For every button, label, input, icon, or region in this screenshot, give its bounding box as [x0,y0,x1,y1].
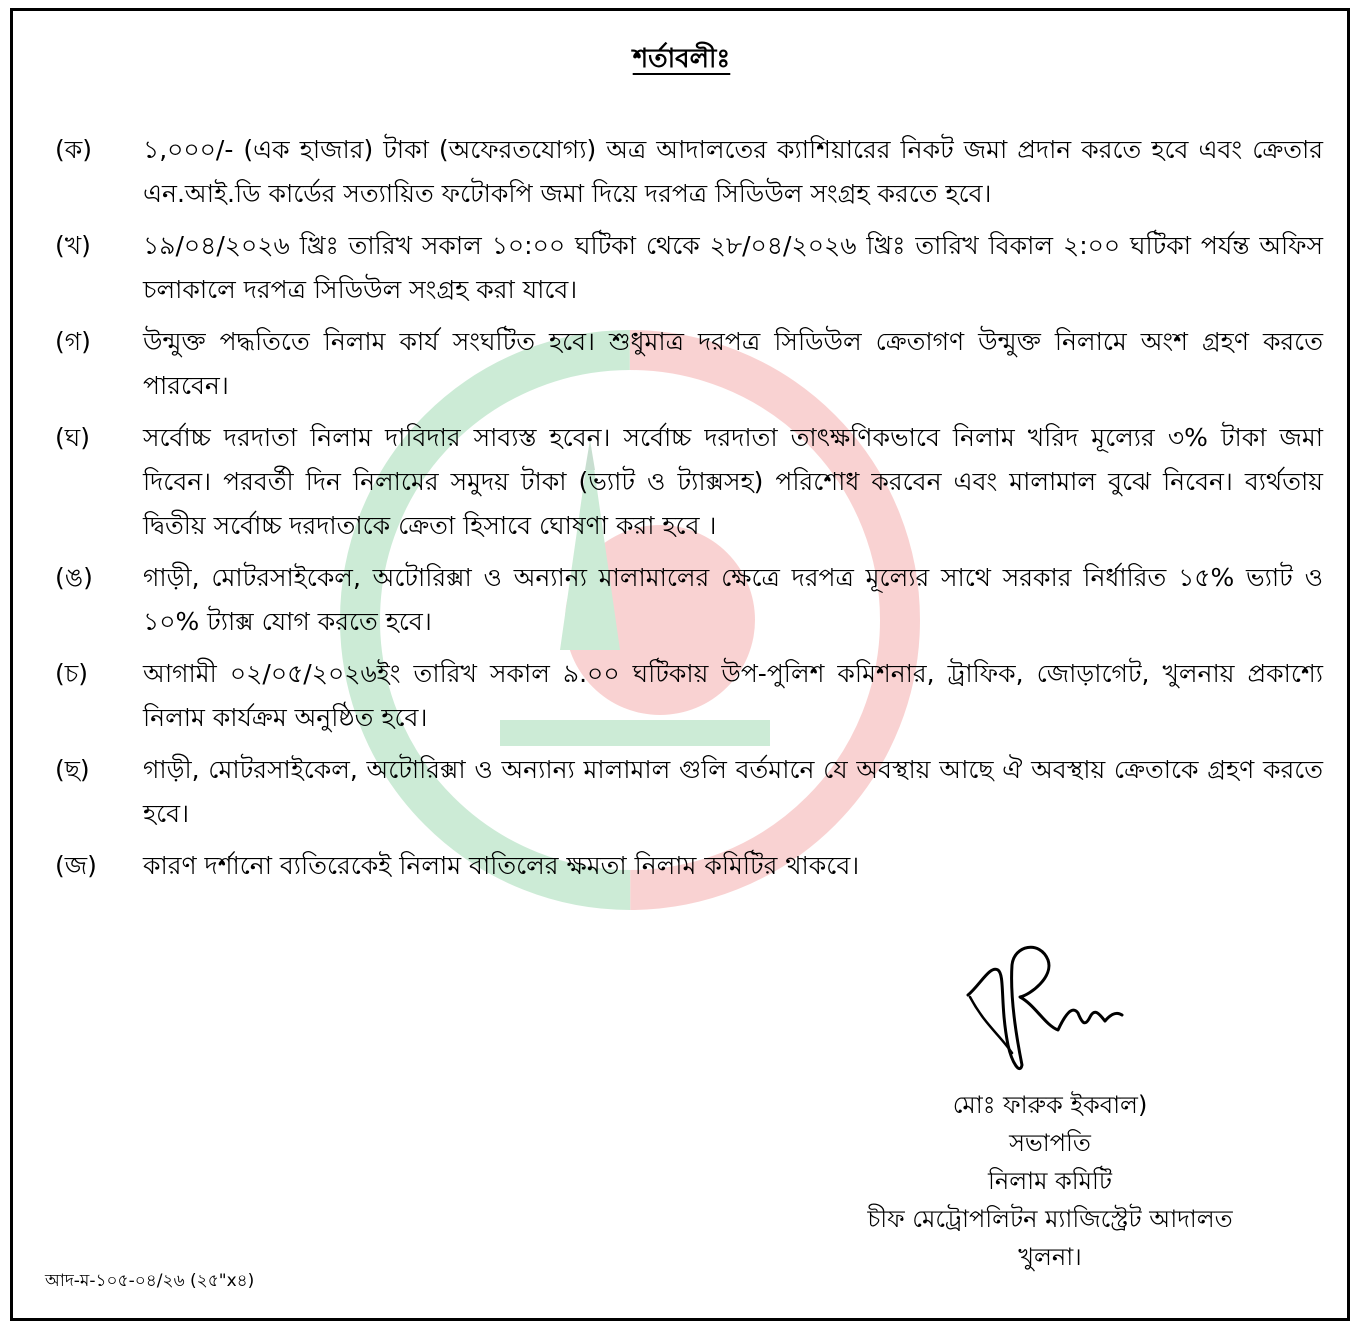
clause-kha [55,224,1323,312]
clause-gha [55,416,1323,548]
clause-text: ১৯/০৪/২০২৬ খ্রিঃ তারিখ সকাল ১০:০০ ঘটিকা থেকে ২৮/০৪/২০২৬ খ্রিঃ তারিখ বিকাল ২:০০ ঘটিকা পর্যন্ত অফিস চলাকালে দরপত্র সিডিউল সংগ্রহ করা যাবে। [143,231,1323,304]
signatory-city: খুলনা। [1018,1243,1082,1271]
clause-text: কারণ দর্শানো ব্যতিরেকেই নিলাম বাতিলের ক্ষমতা নিলাম কমিটির থাকবে। [143,851,860,880]
document-title [0,38,1363,82]
signature-icon [950,935,1140,1080]
clause-label: (চ) [55,659,88,688]
signatory-name: মোঃ ফারুক ইকবাল) [952,1091,1148,1119]
terms-list [55,128,1323,896]
signatory-designation: সভাপতি [1009,1129,1091,1157]
clause-text: গাড়ী, মোটরসাইকেল, অটোরিক্সা ও অন্যান্য মালামালের ক্ষেত্রে দরপত্র মূল্যের সাথে সরকার নির্ধারিত ১৫% ভ্যাট ও ১০% ট্যাক্স যোগ করতে হবে। [143,563,1323,636]
clause-label: (গ) [55,327,91,356]
memo-number: আদ-ম-১০৫-০৪/২৬ (২৫"x৪) [45,1271,255,1291]
clause-label: (ছ) [55,755,90,784]
clause-text: আগামী ০২/০৫/২০২৬ইং তারিখ সকাল ৯.০০ ঘটিকায় উপ-পুলিশ কমিশনার, ট্রাফিক, জোড়াগেট, খুলনায় প্রকাশ্যে নিলাম কার্যক্রম অনুষ্ঠিত হবে। [143,659,1323,732]
clause-label: (জ) [55,851,97,880]
clause-label: (ঙ) [55,563,93,592]
clause-text: ১,০০০/- (এক হাজার) টাকা (অফেরতযোগ্য) অত্র আদালতের ক্যাশিয়ারের নিকট জমা প্রদান করতে হবে এবং ক্রেতার এন.আই.ডি কার্ডের সত্যায়িত ফটোকপি জমা দিয়ে দরপত্র সিডিউল সংগ্রহ করতে হবে। [143,135,1323,208]
clause-label: (ঘ) [55,423,90,452]
clause-ja [55,844,1323,888]
clause-chha [55,748,1323,836]
signatory-block [780,1086,1320,1276]
clause-label: (খ) [55,231,91,260]
clause-text: উন্মুক্ত পদ্ধতিতে নিলাম কার্য সংঘটিত হবে। শুধুমাত্র দরপত্র সিডিউল ক্রেতাগণ উন্মুক্ত নিলামে অংশ গ্রহণ করতে পারবেন। [143,327,1323,400]
clause-ga [55,320,1323,408]
clause-label: (ক) [55,135,92,164]
clause-cha [55,652,1323,740]
signatory-committee: নিলাম কমিটি [988,1167,1112,1195]
signatory-office: চীফ মেট্রোপলিটন ম্যাজিস্ট্রেট আদালত [867,1205,1233,1233]
title-text: শর্তাবলীঃ [632,44,731,74]
clause-uo [55,556,1323,644]
clause-ka [55,128,1323,216]
clause-text: সর্বোচ্চ দরদাতা নিলাম দাবিদার সাব্যস্ত হবেন। সর্বোচ্চ দরদাতা তাৎক্ষণিকভাবে নিলাম খরিদ মূল্যের ৩% টাকা জমা দিবেন। পরবর্তী দিন নিলামের সমুদয় টাকা (ভ্যাট ও ট্যাক্সসহ) পরিশোধ করবেন এবং মালামাল বুঝে নিবেন। ব্যর্থতায় দ্বিতীয় সর্বোচ্চ দরদাতাকে ক্রেতা হিসাবে ঘোষণা করা হবে । [143,423,1323,540]
clause-text: গাড়ী, মোটরসাইকেল, অটোরিক্সা ও অন্যান্য মালামাল গুলি বর্তমানে যে অবস্থায় আছে ঐ অবস্থায় ক্রেতাকে গ্রহণ করতে হবে। [143,755,1323,828]
